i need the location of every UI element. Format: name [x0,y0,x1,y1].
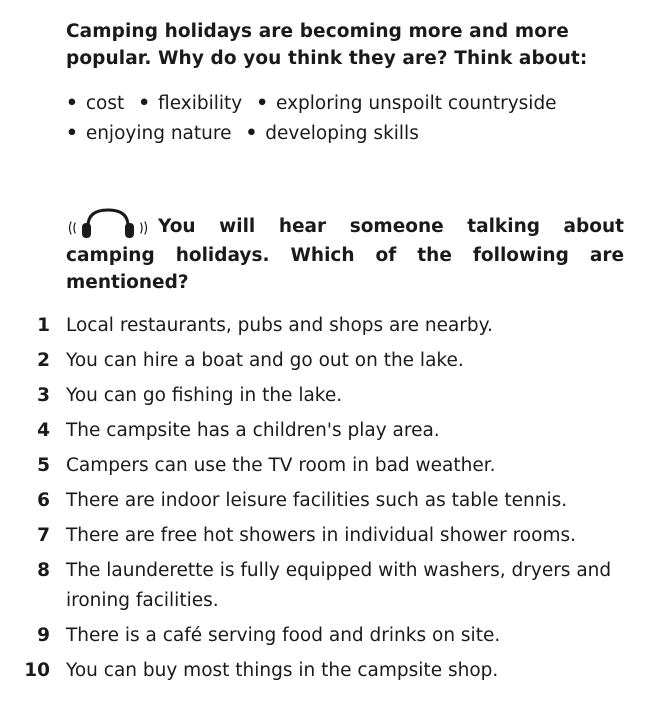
statement-list [0,311,647,691]
item-number: 8 [37,560,50,581]
list-item [0,451,647,481]
item-number: 6 [37,490,50,511]
list-item [0,346,647,376]
listening-text: You will hear someone talking about camping holidays. Which of the following are mentioned? [66,216,624,293]
list-item [0,521,647,551]
headphones-icon [66,208,152,242]
list-item [0,621,647,651]
item-text: There are indoor leisure facilities such as table tennis. [66,490,568,511]
bullet-line-1 [66,89,626,119]
bullet-item: • flexibility [138,89,242,119]
item-text: There are free hot showers in individual shower rooms. [66,525,576,546]
list-item [0,416,647,446]
item-number: 4 [37,420,50,441]
list-item [0,311,647,341]
item-number: 7 [37,525,50,546]
discussion-prompt: Camping holidays are becoming more and more popular. Why do you think they are? Think about: [66,21,588,69]
item-text: You can buy most things in the campsite shop. [66,660,499,681]
item-number: 3 [37,385,50,406]
bullet-list [66,89,626,149]
item-number: 10 [24,660,50,681]
bullet-item: • enjoying nature [66,119,231,149]
item-number: 9 [37,625,50,646]
item-text: Campers can use the TV room in bad weather. [66,455,496,476]
item-number: 2 [37,350,50,371]
listening-instruction [66,208,624,296]
list-item [0,656,647,686]
list-item [0,486,647,516]
item-text: Local restaurants, pubs and shops are nearby. [66,315,493,336]
list-item [0,381,647,411]
bullet-line-2 [66,119,626,149]
bullet-item: • cost [66,89,124,119]
item-text: The campsite has a children's play area. [66,420,440,441]
item-text: There is a café serving food and drinks on site. [66,625,501,646]
item-text: You can go fishing in the lake. [66,385,343,406]
bullet-item: • exploring unspoilt countryside [256,89,556,119]
item-number: 1 [37,315,50,336]
item-text: The launderette is fully equipped with washers, dryers and ironing facilities. [66,560,612,611]
item-number: 5 [37,455,50,476]
list-item [0,556,647,616]
bullet-item: • developing skills [245,119,418,149]
item-text: You can hire a boat and go out on the lake. [66,350,464,371]
